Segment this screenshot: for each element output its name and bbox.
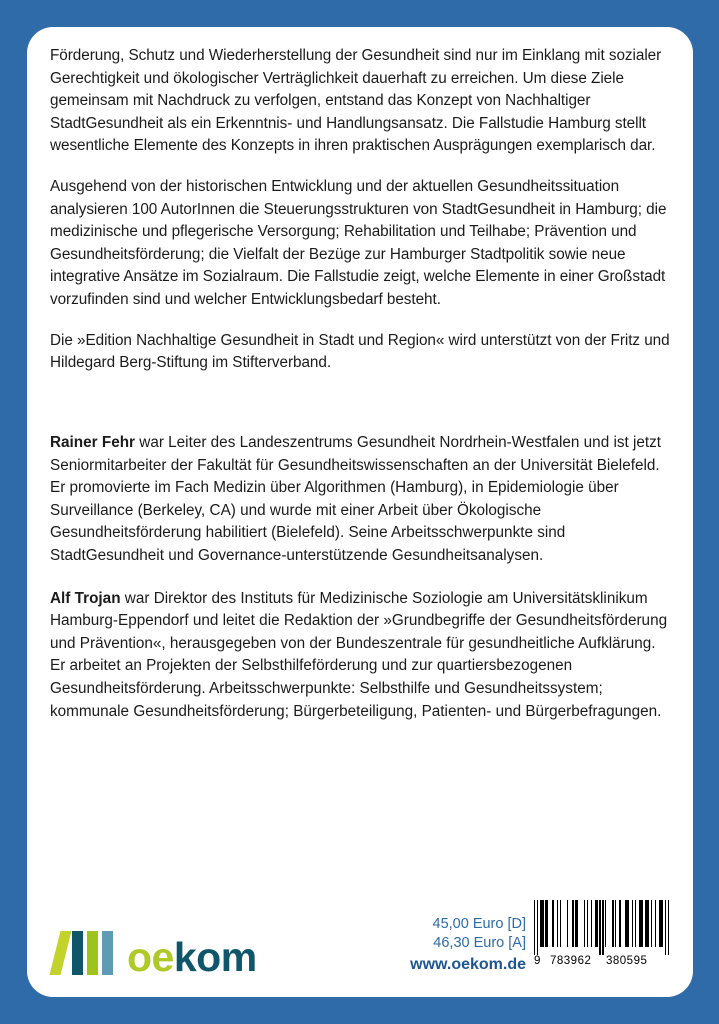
blurb-paragraph-1: Förderung, Schutz und Wiederherstellung der Gesundheit sind nur im Einklang mit sozialer Gerechtigkeit und ökologischer Verträglichkeit dauerhaft zu erreichen. Um diese Ziele gemeinsam mit Nachdruck zu verfolgen, entstand das Konzept von Nachhaltiger StadtGesundheit als ein Erkenntnis- und Handlungsansatz. Die Fallstudie Hamburg stellt wesentliche Elemente des Konzepts in ihren praktischen Ausprägungen exemplarisch dar. bbox=[50, 47, 662, 155]
isbn-barcode bbox=[534, 900, 669, 972]
author-bios-section bbox=[50, 432, 672, 723]
author-bio-rainer-fehr bbox=[50, 432, 672, 568]
barcode-left-group: 783962 bbox=[550, 955, 592, 967]
barcode-digits bbox=[534, 955, 669, 970]
author-bio-text-alf-trojan: war Direktor des Instituts für Medizinische Soziologie am Universitätsklinikum Hamburg-Eppendorf und leitet die Redaktion der »Grundbegriffe der Gesundheitsförderung und Prävention«, herausgegeben von der Bundeszentrale für gesundheitliche Aufklärung. Er arbeitet an Projekten der Selbsthilfeförderung und zur quartiersbezogenen Gesundheitsförderung. Arbeitsschwerpunkte: Selbsthilfe und Gesundheitssystem; kommunale Gesundheitsförderung; Bürgerbeteiligung, Patienten- und Bürgerbefragungen. bbox=[50, 589, 668, 720]
price-germany: 45,00 Euro [D] bbox=[432, 916, 526, 932]
logo-bar-2 bbox=[72, 931, 83, 975]
blurb-paragraph-2: Ausgehend von der historischen Entwicklung und der aktuellen Gesundheitssituation analysieren 100 AutorInnen die Steuerungsstrukturen von StadtGesundheit in Hamburg; die medizinische und pflegerische Versorgung; Rehabilitation und Teilhabe; Prävention und Gesundheitsförderung; die Vielfalt der Bezüge zur Hamburger Stadtpolitik sowie neue integrative Ansätze im Sozialraum. Die Fallstudie zeigt, welche Elemente in einer Großstadt vorzufinden sind und welcher Entwicklungsbedarf besteht. bbox=[50, 177, 667, 308]
barcode-bars bbox=[534, 900, 669, 955]
blurb-section bbox=[50, 45, 670, 375]
price-block bbox=[366, 915, 526, 975]
oekom-wordmark-oe: oe bbox=[127, 934, 174, 980]
oekom-wordmark-kom: kom bbox=[173, 934, 257, 980]
author-name-alf-trojan: Alf Trojan bbox=[50, 589, 121, 607]
cover-footer bbox=[27, 867, 693, 997]
publisher-website-url[interactable]: www.oekom.de bbox=[410, 956, 526, 973]
author-bio-alf-trojan bbox=[50, 588, 672, 724]
author-bio-text-rainer-fehr: war Leiter des Landeszentrums Gesundheit Nordrhein-Westfalen und ist jetzt Seniormitarbeiter der Fakultät für Gesundheitswissenschaften an der Universität Bielefeld. Er promovierte im Fach Medizin über Algorithmen (Hamburg), in Epidemiologie über Surveillance (Berkeley, CA) und wurde mit einer Arbeit über Ökologische Gesundheitsförderung habilitiert (Bielefeld). Seine Arbeitsschwerpunkte sind StadtGesundheit und Governance-unterstützende Gesundheitsanalysen. bbox=[50, 434, 662, 564]
price-austria: 46,30 Euro [A] bbox=[433, 935, 526, 951]
oekom-wordmark bbox=[127, 934, 257, 980]
oekom-publisher-logo bbox=[55, 923, 257, 980]
oekom-logo-bars-icon bbox=[55, 931, 121, 975]
barcode-lead-digit: 9 bbox=[534, 955, 541, 967]
blurb-paragraph-3: Die »Edition Nachhaltige Gesundheit in Stadt und Region« wird unterstützt von der Fritz und Hildegard Berg-Stiftung im Stifterverband. bbox=[50, 331, 670, 372]
logo-bar-slant bbox=[50, 931, 72, 975]
author-name-rainer-fehr: Rainer Fehr bbox=[50, 434, 136, 451]
logo-bar-3 bbox=[87, 931, 98, 975]
logo-bar-4 bbox=[102, 931, 113, 975]
barcode-right-group: 380595 bbox=[606, 955, 648, 967]
white-content-panel bbox=[27, 27, 693, 997]
